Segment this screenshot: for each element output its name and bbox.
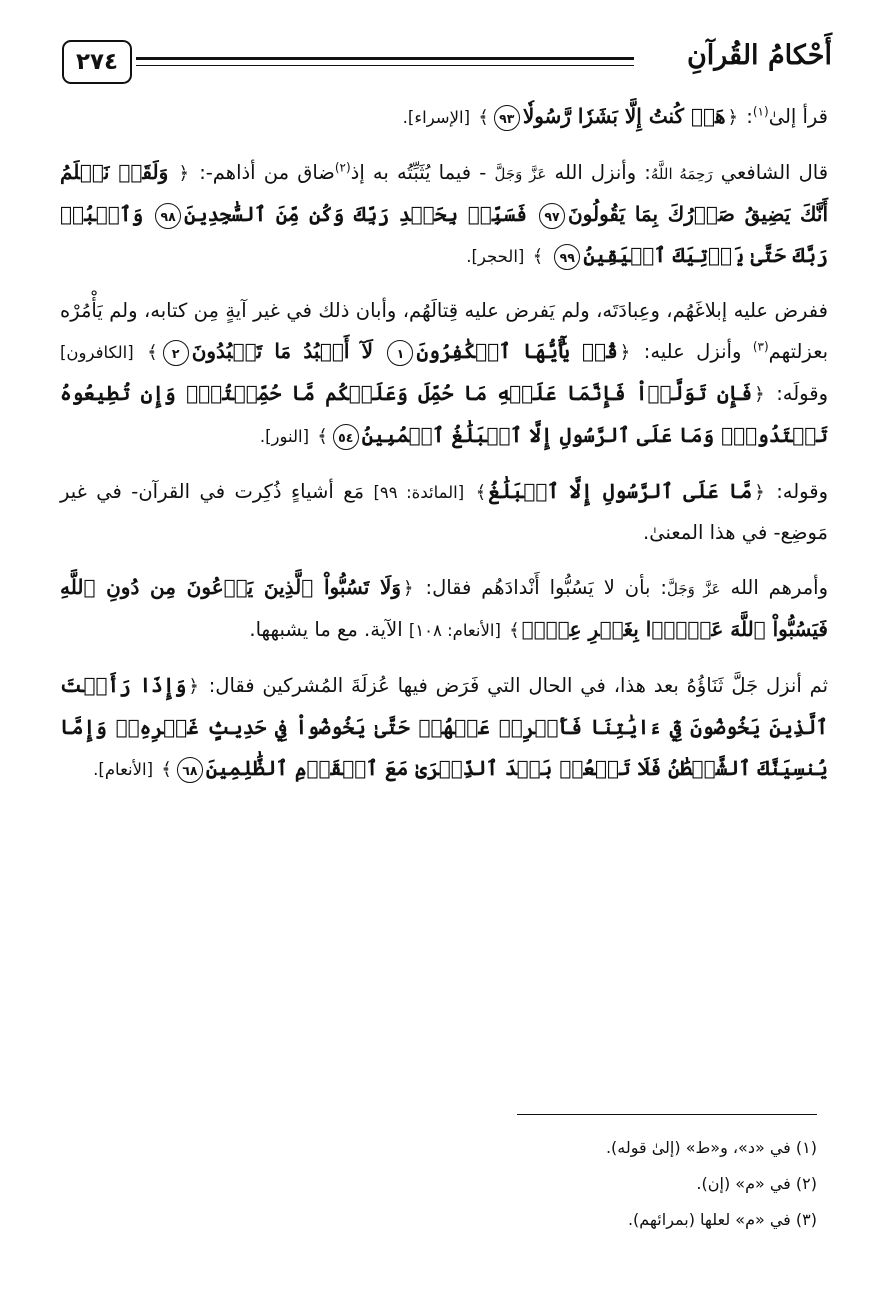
quran-bracket-close: ﴾ xyxy=(147,342,158,363)
quran-bracket-open: ﴿ xyxy=(619,342,631,363)
quran-bracket-close: ﴾ xyxy=(532,246,544,267)
quran-verse: هَلۡ كُنتُ إِلَّا بَشَرٗا رَّسُولٗا xyxy=(522,104,726,128)
footnote-1: (١) في «د»، و«ط» (إلىٰ قوله). xyxy=(605,1138,817,1157)
text-span: وقولَه: xyxy=(776,382,828,405)
ayah-number: ٩٧ xyxy=(539,203,565,229)
header-rule-thin xyxy=(136,65,634,66)
footnote-separator xyxy=(517,1114,817,1115)
quran-bracket-open: ﴿ xyxy=(754,482,765,503)
surah-reference: [النور]. xyxy=(259,427,310,446)
surah-reference: [الكافرون] xyxy=(60,343,134,362)
text-span: الآية. مع ما يشبهها. xyxy=(249,618,403,641)
ayah-number: ٦٨ xyxy=(177,757,203,783)
quran-verse: وَٱعۡبُدۡ رَبَّكَ حَتَّىٰ يَأۡتِيَكَ ٱلۡيَقِينُ xyxy=(60,202,828,267)
book-title: أَحْكامُ القُرآنِ xyxy=(686,40,832,71)
quran-verse: قُلۡ يَٰٓأَيُّهَا ٱلۡكَٰفِرُونَ xyxy=(416,339,618,363)
surah-reference: [المائدة: ٩٩] xyxy=(373,483,465,502)
page-number: ٢٧٤ xyxy=(62,40,132,84)
surah-reference: [الحجر]. xyxy=(466,247,525,266)
text-span: قال الشافعي xyxy=(720,161,829,184)
quran-verse: فَإِن تَوَلَّوۡاْ فَإِنَّمَا عَلَيۡهِ مَا حُمِّلَ وَعَلَيۡكُم مَّا حُمِّلۡتُمۡۖ وَإِن تُطِيعُوهُ تَهۡتَدُواْۚ وَمَا عَلَى ٱلرَّسُولِ إِلَّا ٱلۡبَلَٰغُ ٱلۡمُبِينُ xyxy=(60,381,828,447)
ayah-number: ٢ xyxy=(163,340,189,366)
quran-bracket-open: ﴿ xyxy=(188,676,199,697)
quran-bracket-close: ﴾ xyxy=(161,759,172,780)
quran-verse: مَّا عَلَى ٱلرَّسُولِ إِلَّا ٱلۡبَلَٰغُ xyxy=(488,479,753,503)
quran-verse: وَإِذَا رَأَيۡتَ ٱلَّذِينَ يَخُوضُونَ فِيٓ ءَايَٰتِنَا فَأَعۡرِضۡ عَنۡهُمۡ حَتَّىٰ يَخُوضُواْ فِي حَدِيثٍ غَيۡرِهِۦۚ وَإِمَّا يُنسِيَنَّكَ ٱلشَّيۡطَٰنُ فَلَا تَقۡعُدۡ بَعۡدَ ٱلذِّكۡرَىٰ مَعَ ٱلۡقَوۡمِ ٱلظَّٰلِمِينَ xyxy=(60,673,828,780)
text-span: - فيما يُثَبِّتُه به إذ xyxy=(350,161,487,184)
footnote-3: (٣) في «م» لعلها (بمرائهم). xyxy=(627,1210,817,1229)
paragraph-2 xyxy=(60,152,828,277)
text-span: ففرض عليه إبلاغَهُم، وعِبادَتَه، ولم يَفرض عليه قِتالَهُم، وأبان ذلك في غير آيةٍ مِن كتابه، ولم يَأْمُرْه بعزلتهم xyxy=(60,299,829,363)
honorific: عَزَّ وَجَلَّ xyxy=(666,580,721,598)
text-span: قرأ إلىٰ xyxy=(768,105,828,128)
surah-reference: [الإسراء]. xyxy=(402,108,471,127)
footnote-2: (٢) في «م» (إن). xyxy=(696,1174,817,1193)
quran-bracket-close: ﴾ xyxy=(317,426,328,447)
quran-bracket-close: ﴾ xyxy=(478,107,489,128)
quran-bracket-open: ﴿ xyxy=(754,384,765,405)
paragraph-3 xyxy=(60,291,828,457)
paragraph-1 xyxy=(60,96,828,138)
honorific: رَحِمَهُ اللَّهُ xyxy=(650,165,713,183)
text-span: مَع أشياءٍ ذُكِرت في القرآن- في غير مَوضِع- في هذا المعنىٰ. xyxy=(60,480,828,544)
ayah-number: ٩٨ xyxy=(155,203,181,229)
quran-verse: وَلَقَدۡ نَعۡلَمُ أَنَّكَ يَضِيقُ صَدۡرُكَ بِمَا يَقُولُونَ xyxy=(60,160,829,226)
quran-bracket-close: ﴾ xyxy=(509,620,520,641)
text-span: وأمرهم الله xyxy=(730,576,828,599)
surah-reference: [الأنعام]. xyxy=(93,760,154,779)
quran-verse: لَآ أَعۡبُدُ مَا تَعۡبُدُونَ xyxy=(191,339,374,363)
ayah-number: ١ xyxy=(387,340,413,366)
paragraph-5 xyxy=(60,567,828,651)
honorific: عَزَّ وَجَلَّ xyxy=(494,165,547,183)
footnote-marker-2: (٢) xyxy=(334,160,351,175)
quran-bracket-open: ﴿ xyxy=(178,163,190,184)
page-header xyxy=(62,38,832,88)
text-span: : xyxy=(746,105,753,128)
ayah-number: ٥٤ xyxy=(333,424,359,450)
quran-bracket-open: ﴿ xyxy=(727,107,739,128)
quran-verse: فَسَبِّحۡ بِحَمۡدِ رَبِّكَ وَكُن مِّنَ ٱلسَّٰجِدِينَ xyxy=(184,202,527,226)
ayah-number: ٩٩ xyxy=(554,244,580,270)
quran-verse: وَلَا تَسُبُّواْ ٱلَّذِينَ يَدۡعُونَ مِن دُونِ ٱللَّهِ فَيَسُبُّواْ ٱللَّهَ عَدۡوَۢا بِغَيۡرِ عِلۡمٖ xyxy=(60,575,828,641)
ayah-number: ٩٣ xyxy=(494,105,520,131)
footnote-marker-3: (٣) xyxy=(752,339,769,354)
main-text xyxy=(60,96,828,804)
header-rule-thick xyxy=(136,57,634,60)
text-span: ثم أنزل جَلَّ ثَنَاؤُهُ بعد هذا، في الحال التي فَرَض فيها عُزلَةَ المُشركين فقال: xyxy=(208,674,828,697)
text-span: : بأن لا يَسُبُّوا أَنْدادَهُم فقال: xyxy=(425,576,667,599)
paragraph-6 xyxy=(60,665,828,790)
surah-reference: [الأنعام: ١٠٨] xyxy=(408,621,501,640)
quran-bracket-open: ﴿ xyxy=(403,578,414,599)
footnote-marker-1: (١) xyxy=(752,104,769,119)
quran-bracket-close: ﴾ xyxy=(475,482,487,503)
text-span: ضاق من أذاهم-: xyxy=(199,161,335,184)
footnotes xyxy=(77,1130,817,1238)
text-span: : وأنزل الله xyxy=(554,161,651,184)
text-span: وقوله: xyxy=(776,480,828,503)
text-span: وأنزل عليه: xyxy=(643,340,742,363)
paragraph-4 xyxy=(60,471,828,553)
